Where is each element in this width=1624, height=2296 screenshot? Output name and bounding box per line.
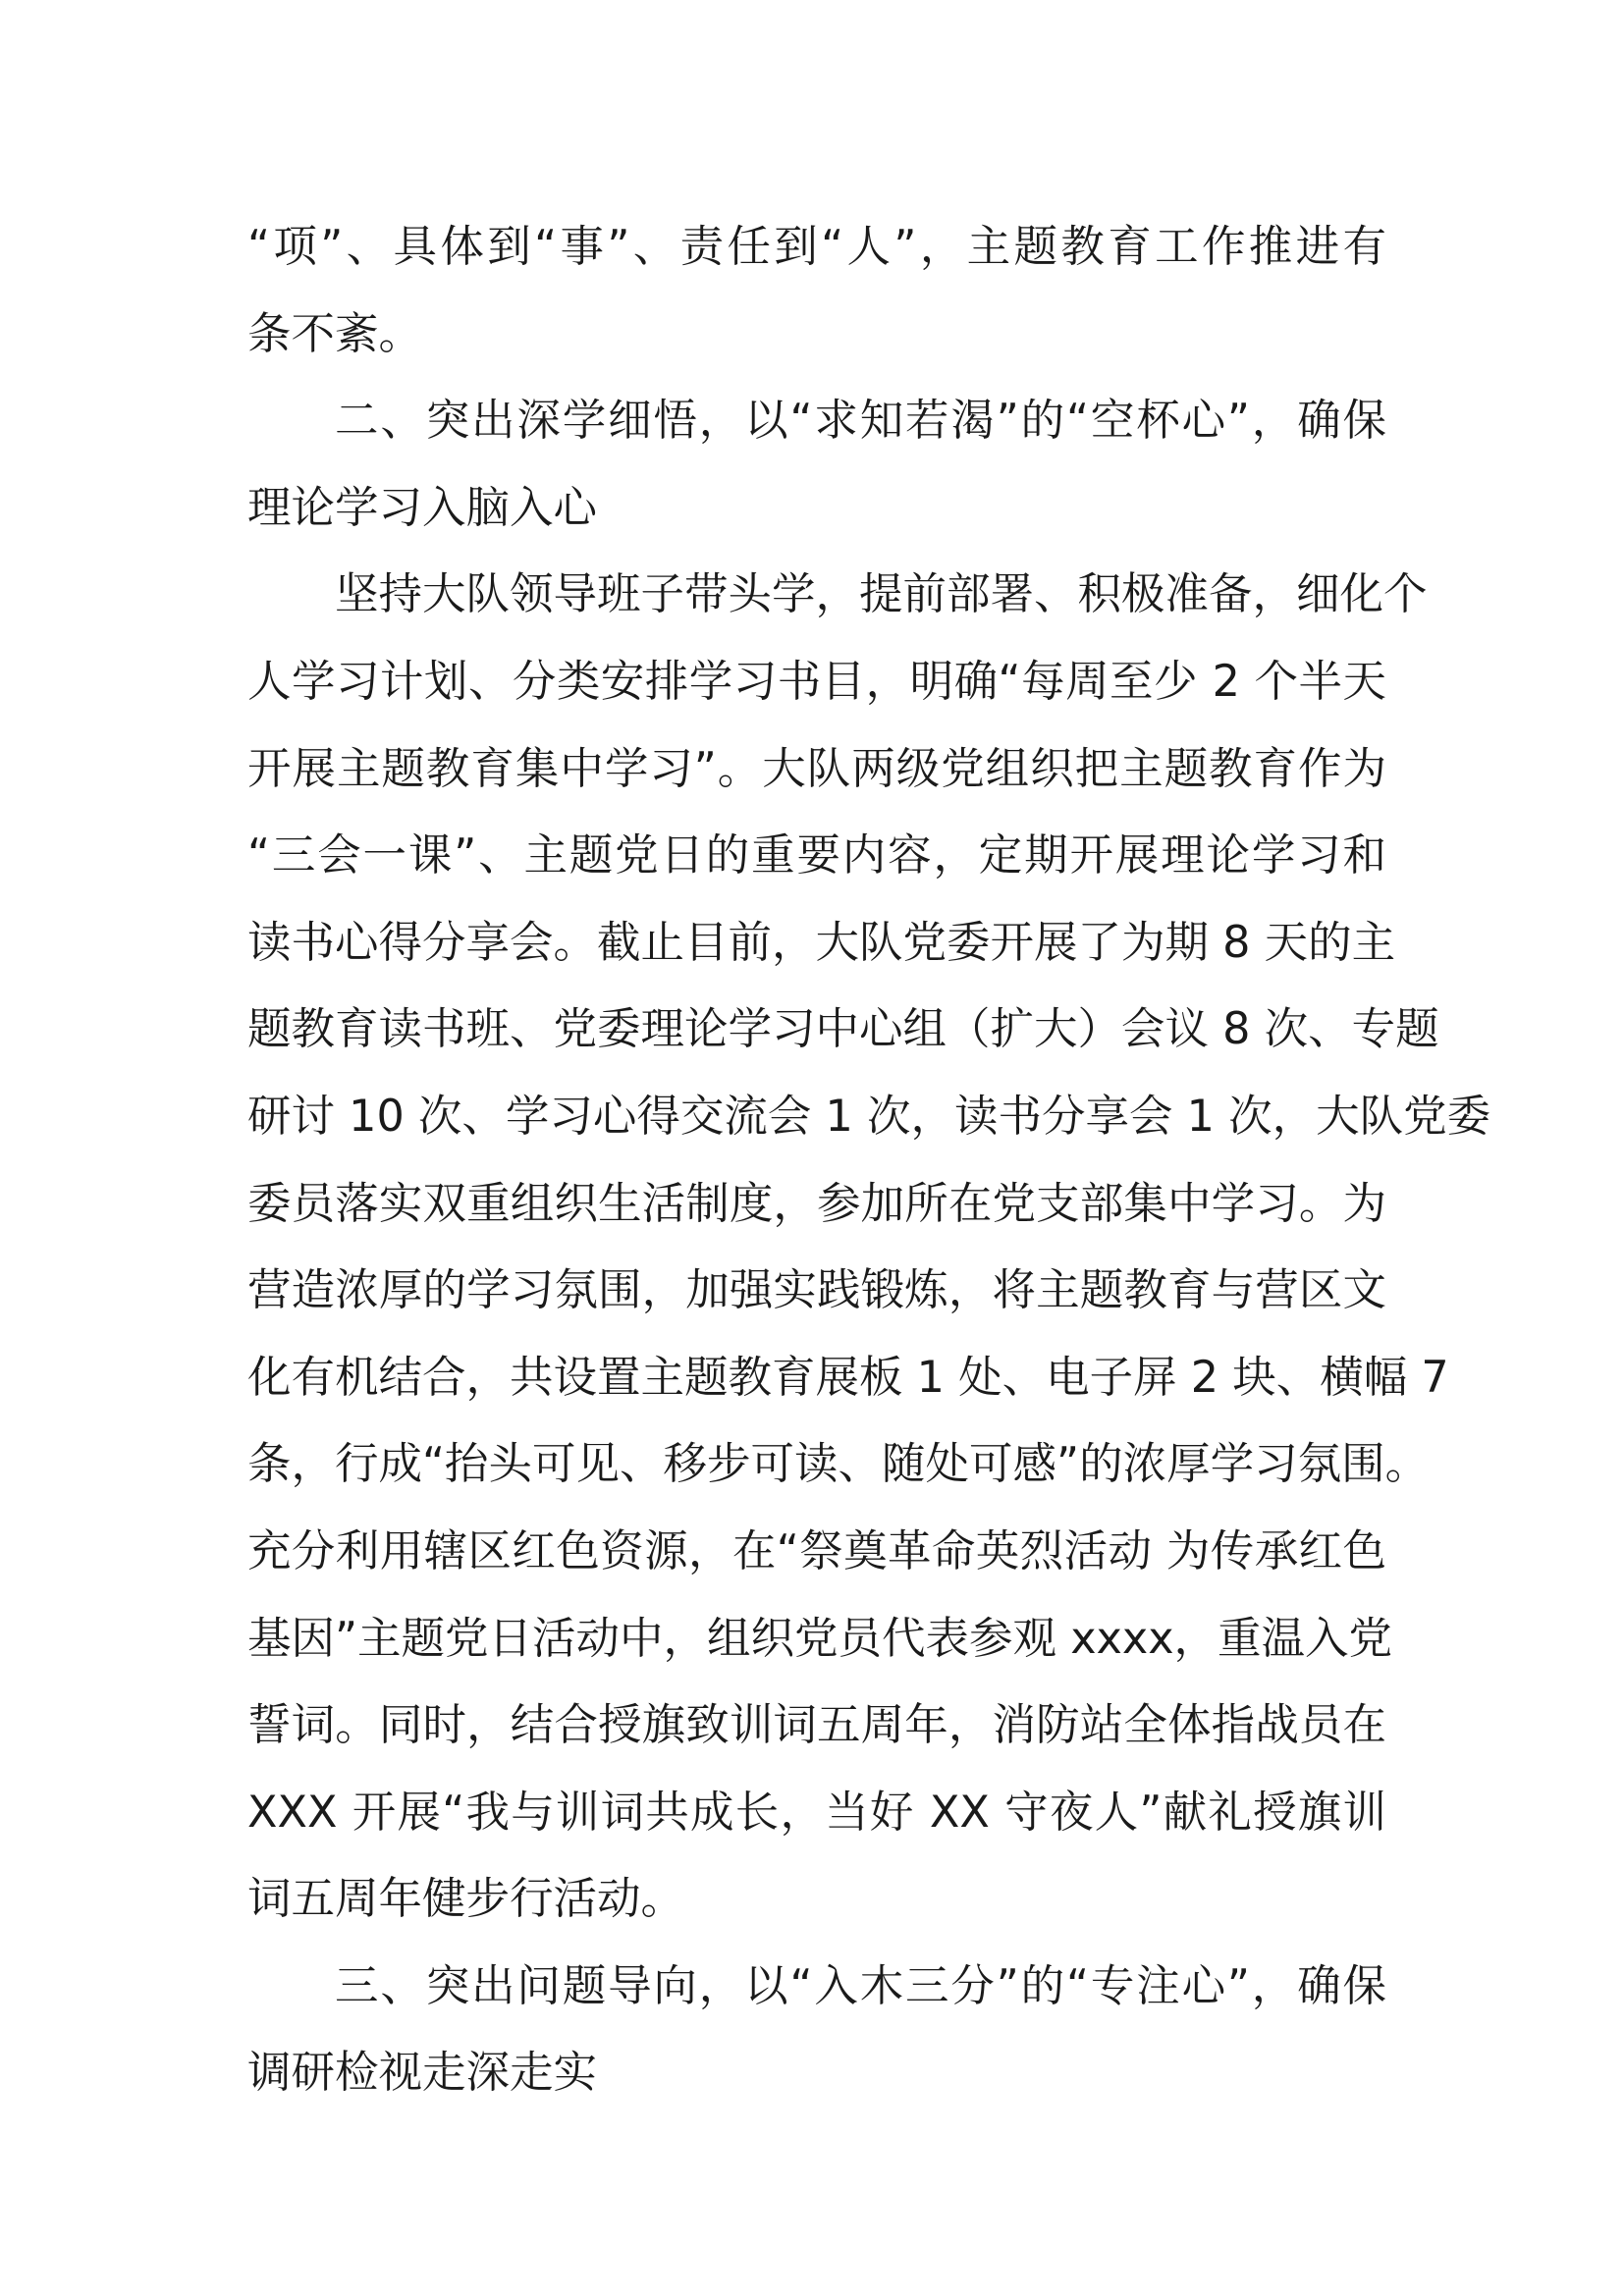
- body-line: 营造浓厚的学习氛围，加强实践锻炼，将主题教育与营区文: [247, 1265, 1386, 1316]
- body-line: 研讨 10 次、学习心得交流会 1 次，读书分享会 1 次，大队党委: [247, 1091, 1491, 1142]
- body-line-paragraph-end: 条不紊。: [247, 308, 423, 359]
- body-line: XXX 开展“我与训词共成长，当好 XX 守夜人”献礼授旗训: [247, 1787, 1386, 1838]
- body-line: 读书心得分享会。截止目前，大队党委开展了为期 8 天的主: [247, 917, 1396, 968]
- body-line: 充分利用辖区红色资源，在“祭奠革命英烈活动 为传承红色: [247, 1525, 1386, 1576]
- body-line-paragraph-end: 词五周年健步行活动。: [247, 1874, 685, 1925]
- body-line: 题教育读书班、党委理论学习中心组（扩大）会议 8 次、专题: [247, 1004, 1439, 1055]
- section-heading-3: 三、突出问题导向，以“入木三分”的“专注心”，确保: [335, 1960, 1386, 2011]
- body-line: 条，行成“抬头可见、移步可读、随处可感”的浓厚学习氛围。: [247, 1439, 1430, 1490]
- body-line-continuation: “项”、具体到“事”、责任到“人”，主题教育工作推进有: [247, 222, 1386, 272]
- section-heading-2-end: 理论学习入脑入心: [247, 482, 598, 533]
- body-line: 人学习计划、分类安排学习书目，明确“每周至少 2 个半天: [247, 656, 1386, 707]
- body-line: 开展主题教育集中学习”。大队两级党组织把主题教育作为: [247, 743, 1386, 794]
- body-line: 基因”主题党日活动中，组织党员代表参观 xxxx，重温入党: [247, 1613, 1393, 1664]
- body-line: 化有机结合，共设置主题教育展板 1 处、电子屏 2 块、横幅 7: [247, 1352, 1449, 1403]
- paragraph-start: 坚持大队领导班子带头学，提前部署、积极准备，细化个: [335, 569, 1428, 620]
- body-line: “三会一课”、主题党日的重要内容，定期开展理论学习和: [247, 830, 1386, 881]
- document-body: [247, 204, 1491, 2117]
- section-heading-3-end: 调研检视走深走实: [247, 2048, 598, 2099]
- body-line: 委员落实双重组织生活制度，参加所在党支部集中学习。为: [247, 1178, 1386, 1229]
- section-heading-2: 二、突出深学细悟，以“求知若渴”的“空杯心”，确保: [335, 396, 1386, 447]
- body-line: 誓词。同时，结合授旗致训词五周年，消防站全体指战员在: [247, 1700, 1386, 1751]
